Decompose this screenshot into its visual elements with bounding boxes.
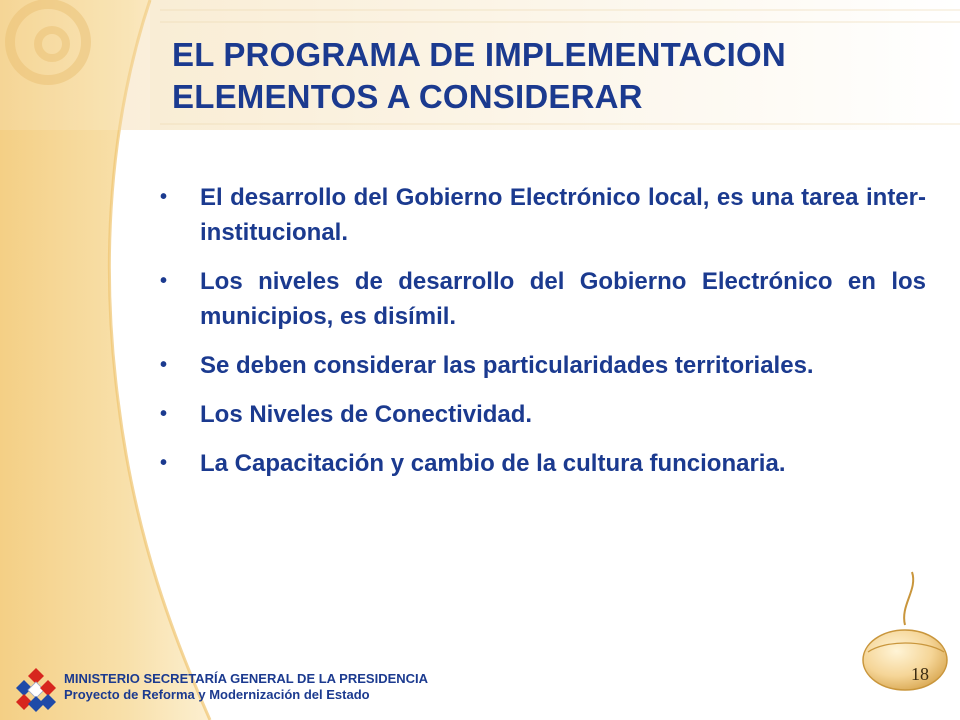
bullet-icon: • <box>160 270 168 292</box>
bullet-item <box>160 397 926 432</box>
slide-title-line-1: EL PROGRAMA DE IMPLEMENTACION <box>172 36 786 73</box>
bullet-text: Los niveles de desarrollo del Gobierno Electrónico en los municipios, es disímil. <box>200 268 926 330</box>
bullet-text: La Capacitación y cambio de la cultura funcionaria. <box>200 450 786 477</box>
footer-ministry: MINISTERIO SECRETARÍA GENERAL DE LA PRESIDENCIA <box>64 671 429 686</box>
footer-project: Proyecto de Reforma y Modernización del Estado <box>64 687 370 702</box>
bullet-item <box>160 446 926 481</box>
bullet-text: Los Niveles de Conectividad. <box>200 401 533 428</box>
bullet-icon: • <box>160 354 168 376</box>
bullet-item <box>160 180 926 250</box>
footer-text <box>64 671 428 703</box>
at-symbol-decoration <box>0 0 150 130</box>
bullet-list <box>160 180 926 495</box>
bullet-icon: • <box>160 403 168 425</box>
bullet-text: El desarrollo del Gobierno Electrónico local, es una tarea inter-institucional. <box>200 184 926 246</box>
page-number: 18 <box>911 664 929 684</box>
slide-title-line-2: ELEMENTOS A CONSIDERAR <box>172 78 643 115</box>
ministry-logo-icon <box>10 664 62 716</box>
bullet-icon: • <box>160 186 168 208</box>
bullet-icon: • <box>160 452 168 474</box>
slide-title <box>172 34 932 118</box>
bullet-text: Se deben considerar las particularidades territoriales. <box>200 352 814 379</box>
bullet-item <box>160 264 926 334</box>
bullet-item <box>160 348 926 383</box>
